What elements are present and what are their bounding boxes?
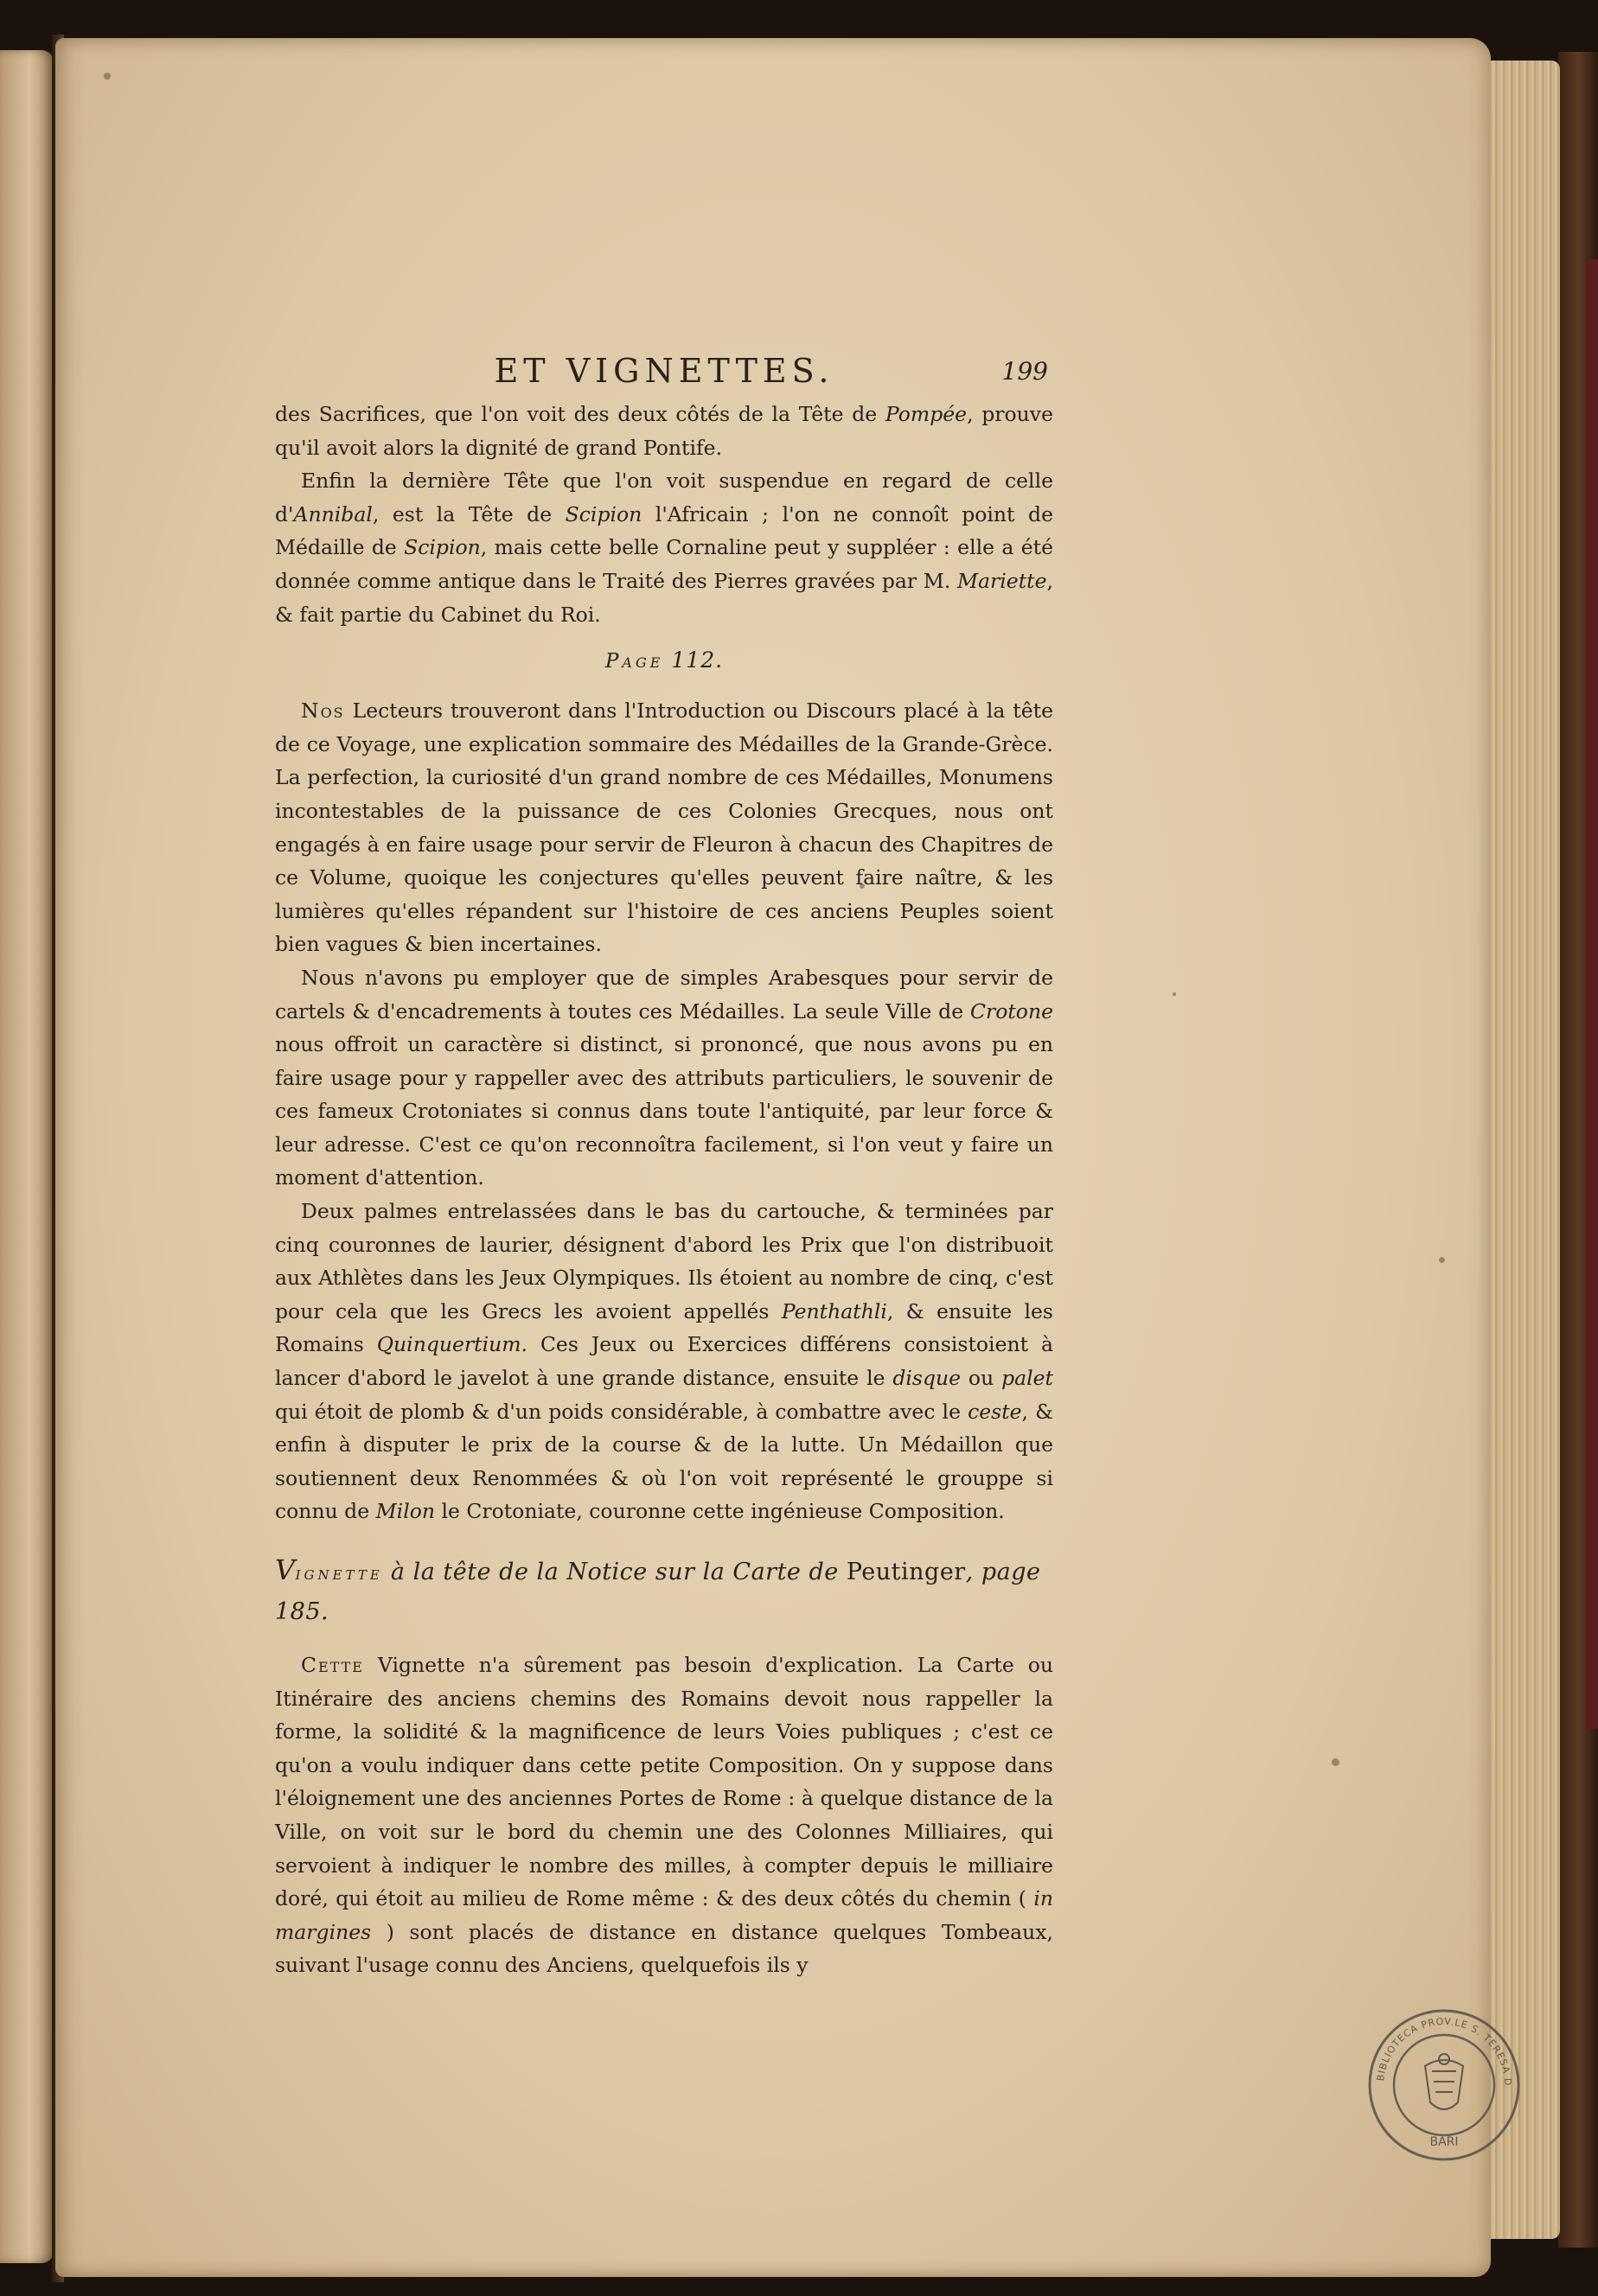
library-stamp bbox=[1365, 2006, 1524, 2165]
page-header bbox=[275, 349, 1053, 398]
foxing-spot bbox=[1332, 1758, 1339, 1766]
paragraph-arabesques: Nous n'avons pu employer que de simples Arabesques pour servir de cartels & d'encadrements à toutes ces Médailles. La seule Ville de Crotone nous offroit un caractère si distinct, si prononcé, que nous avons pu en faire usage pour y rappeller avec des attributs particuliers, le souvenir de ces fameux Crotoniates si connus dans toute l'antiquité, par leur force & leur adresse. C'est ce qu'on reconnoîtra facilement, si l'on veut y faire un moment d'attention. bbox=[275, 965, 1053, 1190]
paragraph-vignette: Cette Vignette n'a sûrement pas besoin d'explication. La Carte ou Itinéraire des anciens chemins des Romains devoit nous rappeller la forme, la solidité & la magnificence de leurs Voies publiques ; c'est ce qu'on a voulu indiquer dans cette petite Composition. On y suppose dans l'éloignement une des anciennes Portes de Rome : à quelque distance de la Ville, on voit sur le bord du chemin une des Colonnes Milliaires, qui servoient à indiquer le nombre des milles, à compter depuis le milliaire doré, qui étoit au milieu de Rome même : & des deux côtés du chemin ( in margines ) sont placés de distance en distance quelques Tombeaux, suivant l'usage connu des Anciens, quelquefois ils y bbox=[275, 1653, 1053, 1978]
paragraph-pompee: des Sacrifices, que l'on voit des deux côtés de la Tête de Pompée, prouve qu'il avoit alors la dignité de grand Pontife. bbox=[275, 402, 1053, 460]
library-stamp-seal bbox=[1365, 2006, 1524, 2165]
paragraph-scipion: Enfin la dernière Tête que l'on voit suspendue en regard de celle d'Annibal, est la Tête de Scipion l'Africain ; l'on ne connoît point de Médaille de Scipion, mais cette belle Cornaline peut y suppléer : elle a été donnée comme antique dans le Traité des Pierres gravées par M. Mariette, & fait partie du Cabinet du Roi. bbox=[275, 469, 1053, 627]
svg-text:BIBLIOTECA PROV.LE S. TERESA D bbox=[1365, 2006, 1513, 2087]
stamp-text-bottom: BARI bbox=[1429, 2135, 1459, 2149]
paragraph-medailles: Nos Lecteurs trouveront dans l'Introduction ou Discours placé à la tête de ce Voyage, une explication sommaire des Médailles de la Grande-Grèce. La perfection, la curiosité d'un grand nombre de ces Médailles, Monumens incontestables de la puissance de ces Colonies Grecques, nous ont engagés à en faire usage pour servir de Fleuron à chacun des Chapitres de ce Volume, quoique les conjectures qu'elles peuvent faire naître, & les lumières qu'elles répandent sur l'histoire de ces anciens Peuples soient bien vagues & bien incertaines. bbox=[275, 698, 1053, 957]
page-edges-stack bbox=[1491, 61, 1560, 2239]
left-page-edge bbox=[0, 50, 54, 2263]
section-heading-vignette: Vignette à la tête de la Notice sur la Carte de Peutinger, page 185. bbox=[275, 1553, 1041, 1625]
foxing-spot bbox=[1439, 1257, 1445, 1263]
page-text bbox=[275, 349, 1053, 1982]
foxing-spot bbox=[104, 73, 111, 80]
stamp-text-top: BIBLIOTECA PROV.LE S. TERESA D bbox=[1375, 2015, 1514, 2087]
running-head: ET VIGNETTES. bbox=[494, 352, 834, 390]
paragraph-palmes: Deux palmes entrelassées dans le bas du cartouche, & terminées par cinq couronnes de laurier, désignent d'abord les Prix que l'on distribuoit aux Athlètes dans les Jeux Olympiques. Ils étoient au nombre de cinq, c'est pour cela que les Grecs les avoient appellés Penthathli, & ensuite les Romains Quinquertium. Ces Jeux ou Exercices différens consistoient à lancer d'abord le javelot à une grande distance, ensuite le disque ou palet qui étoit de plomb & d'un poids considérable, à combattre avec le ceste, & enfin à disputer le prix de la course & de la lutte. Un Médaillon que soutiennent deux Renommées & où l'on voit représenté le grouppe si connu de Milon le Crotoniate, couronne cette ingénieuse Composition. bbox=[275, 1199, 1054, 1524]
cover-spine-strip bbox=[1586, 259, 1598, 1729]
foxing-spot bbox=[1173, 992, 1176, 996]
section-heading-page-112: Page 112. bbox=[604, 647, 724, 673]
page-number: 199 bbox=[1001, 357, 1048, 386]
